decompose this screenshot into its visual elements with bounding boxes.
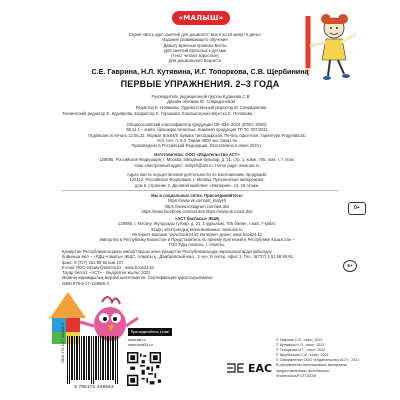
credit-line-tech: Технический редактор Е. Кудиярова. Корректор Е. Горшкова. Компьютерная вёрстка Е. Пеловова [62,111,253,116]
social-heading: Мы в социальных сетях. Присоединяйтесь! [151,193,243,198]
address-line: Адрес места осуществления деятельности по изготовлению продукции: [126,172,268,177]
credits [96,94,306,110]
barcode-number: 9 785171 348663 [74,384,114,389]
series-line: (текст читают взрослые) [171,53,219,59]
social-links [62,193,332,214]
series-line: Серия «Весь курс занятий для дошколят: всего за 15 минут в день» [128,32,262,37]
address-line: 123112, Российская Федерация, г. Москва, Пресненская набережная, [129,177,265,183]
copyright-line: © Оформление ООО «Издательство АСТ», 2021 [276,358,360,363]
authors: С.Е. Гаврина, Н.Л. Кутявина, И.Г. Топоркова, С.В. Щербинина [91,67,309,76]
copyright-line: © Щербинина С.В., текст, 2021 [276,353,329,358]
copyright-line: © Гаврина С.Е., текст, 2021 [276,338,323,342]
divider [62,190,338,191]
publisher-name: Изготовитель: ООО «Издательство АСТ» [154,152,240,157]
kz-line: Тауар белгісі: «АСТ» · Өндірілген жылы: 2021 [62,270,151,276]
publisher-logo: «МАЛЫШ» [172,11,230,25]
kz-line: ТОО РДЦ Алматы, г. Алматы. [168,242,226,248]
series-line: Издание развивающего обучения [162,37,228,43]
kz-info [62,216,332,248]
social-link[interactable]: https://www.facebook.com/ast.deti https://www.ok.ru/ast.deti [141,208,253,214]
series-info [95,32,295,64]
printing-line: Произведено в Российской Федерации. Изготовлено в июне 2021 г. [131,143,263,149]
publisher-info [62,152,332,168]
kz-line: факс: 8 (727) 251 59 92 ішкі 107. [62,259,125,265]
social-link[interactable]: https://www.vk.com/ast_malysh [167,198,227,204]
isbn-vertical: ISBN 978-5-17-134866-3 [61,322,65,363]
certification-marks [224,360,246,376]
kz-line: Импортёр в Республику Казахстан и Представитель по приему претензий в Республике Казахстан – [99,237,295,243]
kz-line: E-mail: RDC-Almaty@eksmo.kz , www.book24.kz [62,264,154,270]
copyright-line: © Кутявина Н.Л., текст, 2021 [276,343,325,348]
printing-info [62,122,332,148]
isbn-line: ISBN 978-5-17-134866-3 [62,280,109,286]
kz-line: «АСТ баспасы» ЖШҚ [175,216,219,221]
kz-line: 129085, г. Мәскеу, Жұлдызды гүлзар, д. 21, 1 құрылым, 705 бөлме, I жай, 7-қабат. [117,221,277,227]
kz-line: Өнімнің жарамдылық мерзімі шектелмеген. Сертификация қарастырылмаған [62,275,213,281]
series-line: Для занятий взрослых с детьми [163,47,227,53]
publisher-line: 129085, Российская Федерация, г. Москва, Звёздный бульвар, д. 21, стр. 1, комн. 705, пом. I, 7 этаж. [99,157,295,163]
kz-line: Интернет-магазин: www.book24.kz Интернет-дүкен: www.book24.kz [132,231,262,237]
kz-line: Қазақстан Республикасындағы импорттаушы және Қазақстан Республикасында наразылықтарды қабылдау [62,249,272,254]
girl-illustration [300,8,390,88]
printing-line: Общероссийский классификатор продукции ОК–034–2014 (КПЕС 2008); [126,122,268,127]
printing-line: 58.11.1 – книги, брошюры печатные. Книжная продукция ТР ТС 007/2011 [126,127,268,133]
credit-line: Руководитель редакционной группы Кудинова С.В. [151,94,251,99]
series-line: Давыгу Бренные правила Беглы [163,42,227,48]
kz-line: Біздің электрондық мекенжайымыз: www.ast.ru [151,226,243,232]
address-line: дом 6, строение 2, Деловой комплекс «Империя», 14, 15 этажи. [134,182,260,188]
barcode [66,336,118,384]
age-rating-badge: 0+ [348,202,366,215]
kz-line: бойынша өкіл – «РДЦ-Алматы» ЖШС, Алматы қ., Домбровский көш., 3 «а», Б литер, офис 1. Тел.: 8(727) 2 51 59 90,91, [62,254,295,260]
web-link[interactable]: www.ast.ru [128,338,146,342]
printing-line: Усл. печ. л. 9,3. Тираж 4000 экз. Заказ № [157,137,237,143]
eac-mark: EAC [248,362,273,375]
kz-info-2 [62,249,332,286]
credit-line: Дизайн обложки Ю. Спиридоновой [167,99,235,105]
age-badge-6plus: 6+ [343,260,357,272]
production-address [62,172,332,188]
copyright-line: © Топоркова И.Г., текст, 2021 [276,348,326,353]
book-title: ПЕРВЫЕ УПРАЖНЕНИЯ. 2–3 ГОДА [120,79,280,89]
copyright-line: В оформлении использованы материалы [276,363,348,368]
copyright-line: предоставленные фотобанком Shutterstock/FOTODOM [276,368,329,378]
promo-banner: Присоединяйтесь к нам! [128,328,172,336]
copyright-block [276,338,368,379]
web-links [128,338,198,349]
printing-line: Подписано в печать 12.05.21. Формат 60х84/8. Бумага типографская. Печать офсетная. Гарнитура PragmaticaC [88,132,306,138]
series-line: Для дошкольного возраста [168,58,222,64]
social-link[interactable]: https://www.instagram.com/ast.deti [164,203,230,209]
publisher-line: Наш электронный адрес: malysh@ast.ru. Home page: www.ast.ru [134,162,260,168]
qr-code [127,352,161,386]
credit-line: Редактор Е. Новикова. Художественный редактор М. Спиридонова [135,104,267,110]
web-link[interactable]: www.book24.ru [128,343,153,348]
